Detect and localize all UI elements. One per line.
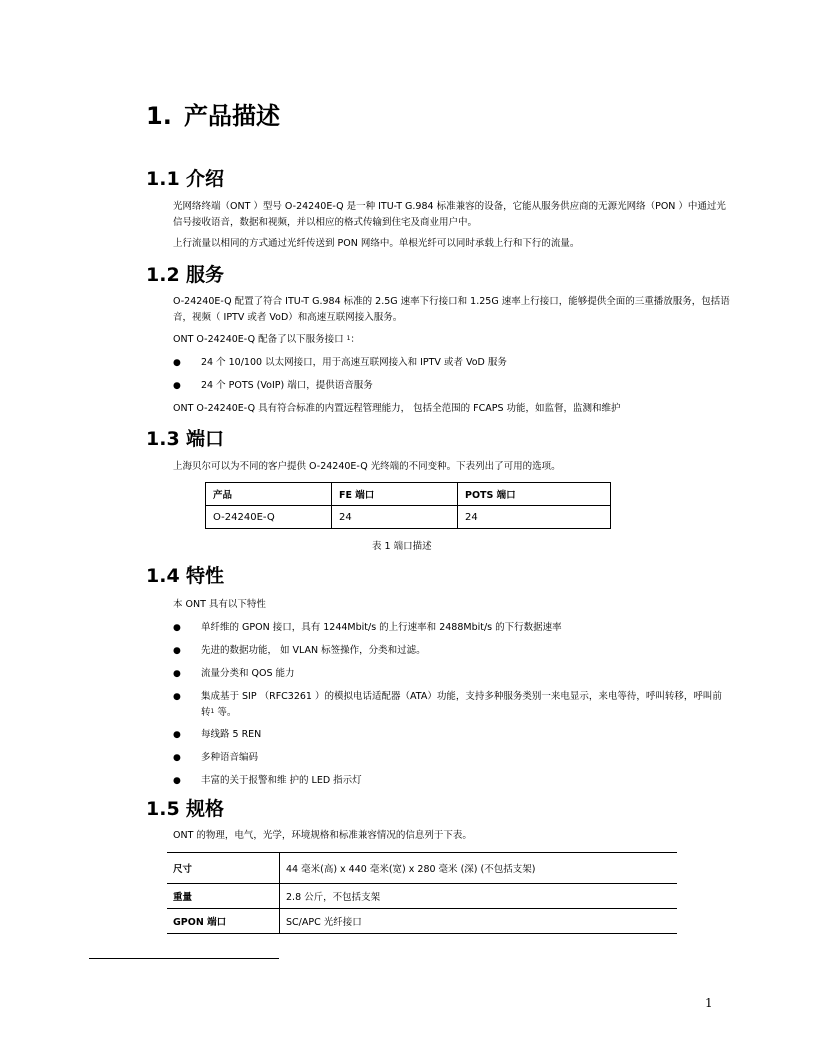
section-heading-specs [146, 796, 224, 822]
list-item-text-main: 集成基于 SIP （RFC3261 ）的模拟电话适配器（ATA）功能，支持多种服务类别一来电显示，来电等待，呼叫转移，呼叫前转 [201, 691, 722, 718]
footnote-separator [89, 958, 279, 959]
intro-paragraph-2: 上行流量以相同的方式通过光纤传送到 PON 网络中。单根光纤可以同时承载上行和下行的流量。 [173, 238, 580, 249]
spec-key: GPON 端口 [167, 909, 280, 934]
list-item-text: 每线路 5 REN [201, 729, 262, 740]
spec-key: 尺寸 [167, 853, 280, 884]
ports-table [205, 482, 611, 529]
section-number: 1.3 [146, 428, 180, 450]
bullet-icon: ● [173, 358, 181, 368]
specs-table [167, 852, 677, 934]
list-item-text [201, 689, 731, 721]
intro-paragraph-1: 光网络终端（ONT ）型号 O-24240E-Q 是一种 ITU-T G.984 标准兼容的设备，它能从服务供应商的无源光网络（PON ）中通过光信号接收语音，数据和视频，并以相应的格式传输到住宅及商业用户中。 [173, 201, 726, 228]
services-paragraph-2 [173, 332, 733, 348]
table-row [167, 909, 677, 934]
bullet-icon: ● [173, 776, 181, 786]
footnote-ref: 1 [210, 708, 215, 715]
page-number: 1 [705, 996, 713, 1010]
section-heading-services [146, 262, 224, 288]
chapter-title-text: 产品描述 [184, 102, 280, 130]
chapter-number: 1. [146, 102, 172, 130]
list-item-text: 24 个 10/100 以太网接口，用于高速互联网接入和 IPTV 或者 VoD 服务 [201, 357, 507, 368]
section-number: 1.4 [146, 565, 180, 587]
bullet-icon: ● [173, 669, 181, 679]
list-item-text: 24 个 POTS (VoIP) 端口，提供语音服务 [201, 380, 373, 391]
spec-value: SC/APC 光纤接口 [280, 909, 678, 934]
services-paragraph-2-text: ONT O-24240E-Q 配备了以下服务接口 [173, 334, 347, 345]
section-title: 介绍 [186, 168, 225, 190]
bullet-icon: ● [173, 730, 181, 740]
table-caption: 表 1 端口描述 [372, 541, 432, 552]
footnote-ref: 1 [346, 335, 351, 342]
section-number: 1.2 [146, 264, 180, 286]
bullet-icon: ● [173, 381, 181, 391]
section-title: 端口 [186, 428, 225, 450]
table-header-row [206, 483, 611, 506]
services-paragraph-2-end: ： [350, 334, 360, 345]
table-cell: 24 [332, 506, 458, 529]
table-cell: O-24240E-Q [206, 506, 332, 529]
list-item-text: 多种语音编码 [201, 752, 259, 763]
table-header-cell: FE 端口 [332, 483, 458, 506]
section-heading-intro [146, 166, 224, 192]
section-title: 特性 [186, 565, 225, 587]
table-row [167, 853, 677, 884]
spec-value: 2.8 公斤，不包括支架 [280, 884, 678, 909]
table-cell: 24 [458, 506, 611, 529]
bullet-icon: ● [173, 692, 181, 702]
list-item-text: 先进的数据功能， 如 VLAN 标签操作，分类和过滤。 [201, 645, 426, 656]
bullet-icon: ● [173, 753, 181, 763]
list-item-text: 单纤维的 GPON 接口，具有 1244Mbit/s 的上行速率和 2488Mbit/s 的下行数据速率 [201, 622, 562, 633]
section-title: 服务 [186, 264, 225, 286]
section-number: 1.1 [146, 168, 180, 190]
spec-key: 重量 [167, 884, 280, 909]
section-heading-features [146, 563, 224, 589]
table-header-cell: POTS 端口 [458, 483, 611, 506]
services-paragraph-1: O-24240E-Q 配置了符合 ITU-T G.984 标准的 2.5G 速率下行接口和 1.25G 速率上行接口，能够提供全面的三重播放服务，包括语音，视频（ IPTV 或者 VoD）和高速互联网接入服务。 [173, 296, 730, 323]
list-item-text: 流量分类和 QOS 能力 [201, 668, 295, 679]
list-item-text: 丰富的关于报警和维 护的 LED 指示灯 [201, 775, 362, 786]
bullet-icon: ● [173, 623, 181, 633]
bullet-icon: ● [173, 646, 181, 656]
table-row [206, 506, 611, 529]
chapter-title [146, 98, 280, 134]
section-number: 1.5 [146, 798, 180, 820]
list-item-text-end: 等。 [214, 707, 237, 718]
table-header-cell: 产品 [206, 483, 332, 506]
services-paragraph-3: ONT O-24240E-Q 具有符合标准的内置远程管理能力， 包括全范围的 FCAPS 功能，如监督，监测和维护 [173, 403, 621, 414]
section-title: 规格 [186, 798, 225, 820]
spec-value: 44 毫米(高) x 440 毫米(宽) x 280 毫米 (深) (不包括支架) [280, 853, 678, 884]
features-paragraph: 本 ONT 具有以下特性 [173, 599, 266, 610]
ports-paragraph: 上海贝尔可以为不同的客户提供 O-24240E-Q 光终端的不同变种。下表列出了可用的选项。 [173, 461, 561, 472]
table-row [167, 884, 677, 909]
specs-paragraph: ONT 的物理，电气，光学，环境规格和标准兼容情况的信息列于下表。 [173, 830, 472, 841]
section-heading-ports [146, 426, 224, 452]
